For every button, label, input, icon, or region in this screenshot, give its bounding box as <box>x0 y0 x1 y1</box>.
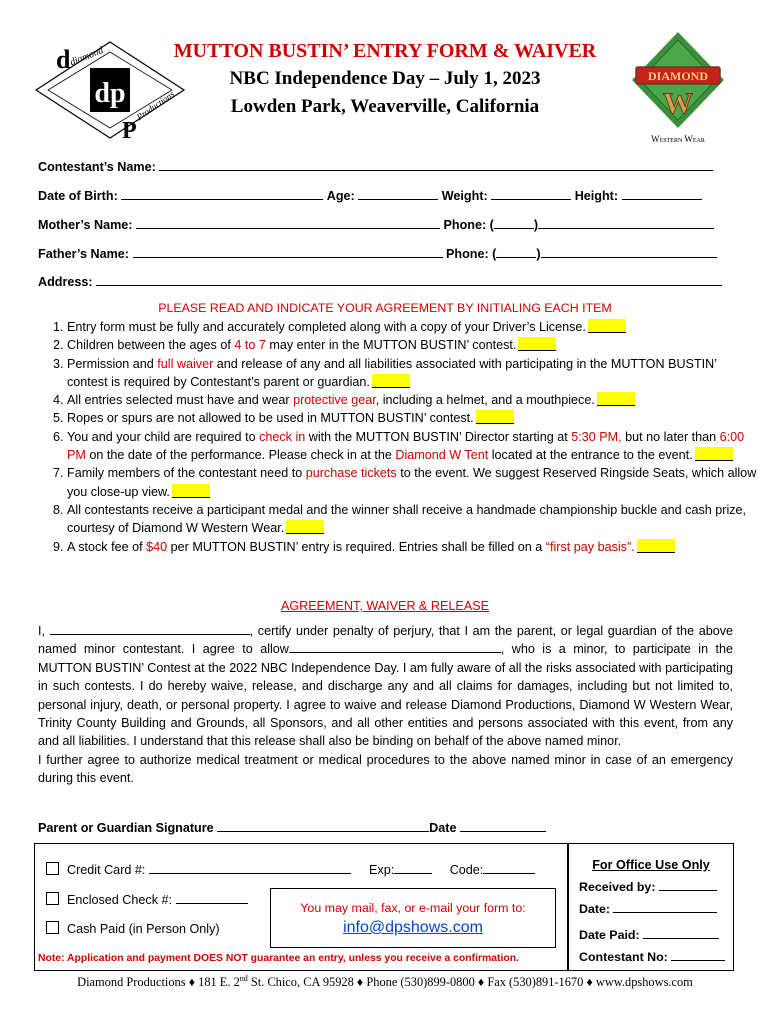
mother-phone-label: Phone: ( <box>443 218 494 232</box>
logo-caption: Western Wear <box>651 134 705 144</box>
initial-box[interactable] <box>518 337 556 351</box>
initial-box[interactable] <box>372 374 410 388</box>
check-checkbox[interactable] <box>46 892 59 905</box>
address-field[interactable] <box>96 273 722 286</box>
mother-phone-field[interactable] <box>538 216 714 229</box>
age-field[interactable] <box>358 187 438 200</box>
check-row <box>46 891 248 907</box>
cash-checkbox[interactable] <box>46 921 59 934</box>
date-paid-field[interactable] <box>643 926 719 939</box>
medical-consent: I further agree to authorize medical treatment or medical procedures to the above named minor in case of an emergency during this event. <box>38 752 733 786</box>
logo-diamond-word: DIAMOND <box>648 69 708 83</box>
initial-box[interactable] <box>637 539 675 553</box>
code-field[interactable] <box>483 861 535 874</box>
logo-arc-bottom: Productions <box>134 88 177 123</box>
rule-item: 7. Family members of the contestant need to purchase tickets to the event. We suggest Reserved Ringside Seats, which allow you close-up view. <box>67 464 759 501</box>
payment-note: Note: Application and payment DOES NOT guarantee an entry, unless you receive a confirmation. <box>38 953 519 964</box>
dob-field[interactable] <box>121 187 323 200</box>
signature-field[interactable] <box>217 819 429 832</box>
father-area-code-field[interactable] <box>496 245 536 258</box>
check-number-field[interactable] <box>176 891 248 904</box>
contestant-no-row: Contestant No: <box>579 948 733 964</box>
initial-box[interactable] <box>286 520 324 534</box>
email-link[interactable]: info@dpshows.com <box>343 919 483 936</box>
check-label: Enclosed Check #: <box>67 893 173 907</box>
credit-card-row <box>46 861 351 877</box>
rules-list <box>38 318 759 556</box>
father-name-field[interactable] <box>133 245 443 258</box>
mail-instructions: You may mail, fax, or e-mail your form to: <box>300 901 526 915</box>
height-field[interactable] <box>622 187 702 200</box>
credit-card-field[interactable] <box>149 861 351 874</box>
mother-label: Mother’s Name: <box>38 218 133 232</box>
mail-info-box <box>270 888 556 948</box>
contestant-name-row <box>38 158 713 174</box>
initial-notice: PLEASE READ AND INDICATE YOUR AGREEMENT BY INITIALING EACH ITEM <box>158 301 612 315</box>
contestant-name-field[interactable] <box>159 158 713 171</box>
mother-name-field[interactable] <box>136 216 440 229</box>
svg-text:P: P <box>122 118 137 142</box>
contestant-name-label: Contestant’s Name: <box>38 160 156 174</box>
rule-item: 9. A stock fee of $40 per MUTTON BUSTIN’ entry is required. Entries shall be filled on a “first pay basis”. <box>67 538 759 556</box>
svg-text:d: d <box>56 45 71 74</box>
mother-phone-close: ) <box>533 218 539 232</box>
initial-box[interactable] <box>172 484 210 498</box>
height-label: Height: <box>574 189 619 203</box>
father-phone-label: Phone: ( <box>446 247 497 261</box>
dob-row <box>38 187 702 203</box>
date-paid-row: Date Paid: <box>579 926 733 942</box>
address-label: Address: <box>38 275 93 289</box>
office-date-field[interactable] <box>613 900 717 913</box>
rule-item: 2. Children between the ages of 4 to 7 may enter in the MUTTON BUSTIN’ contest. <box>67 336 759 354</box>
received-row: Received by: <box>579 878 733 894</box>
credit-card-label: Credit Card #: <box>67 863 146 877</box>
credit-card-checkbox[interactable] <box>46 862 59 875</box>
logo-arc-top: diamond <box>68 44 106 69</box>
age-label: Age: <box>326 189 355 203</box>
signature-row <box>38 819 546 835</box>
minor-name-field[interactable] <box>289 640 501 653</box>
weight-field[interactable] <box>491 187 571 200</box>
rule-item: 5. Ropes or spurs are not allowed to be used in MUTTON BUSTIN’ contest. <box>67 409 759 427</box>
office-title: For Office Use Only <box>592 858 710 872</box>
cash-label: Cash Paid (in Person Only) <box>67 922 220 936</box>
signature-label: Parent or Guardian Signature <box>38 821 214 835</box>
logo-w-letter: W <box>663 87 693 120</box>
signature-date-field[interactable] <box>460 819 546 832</box>
form-title: MUTTON BUSTIN’ ENTRY FORM & WAIVER <box>173 40 597 62</box>
address-row <box>38 273 722 289</box>
logo-dp-letters: dp <box>94 78 126 109</box>
rule-item: 6. You and your child are required to check in with the MUTTON BUSTIN’ Director starting at 5:30 PM, but no later than 6:00 PM on the date of the performance. Please check in at the Diamond W Tent located at the entrance to the event. <box>67 428 759 465</box>
father-phone-close: ) <box>536 247 541 261</box>
office-date-row: Date: <box>579 900 733 916</box>
rule-item: 4. All entries selected must have and wear protective gear, including a helmet, and a mouthpiece. <box>67 391 759 409</box>
rule-item: 1. Entry form must be fully and accurately completed along with a copy of your Driver’s License. <box>67 318 759 336</box>
initial-box[interactable] <box>597 392 635 406</box>
rule-item: 3. Permission and full waiver and release of any and all liabilities associated with participating in the MUTTON BUSTIN’ contest is required by Contestant’s parent or guardian. <box>67 355 759 392</box>
weight-label: Weight: <box>441 189 488 203</box>
received-field[interactable] <box>659 878 717 891</box>
father-row <box>38 245 717 261</box>
mother-area-code-field[interactable] <box>494 216 534 229</box>
initial-box[interactable] <box>695 447 733 461</box>
initial-box[interactable] <box>476 410 514 424</box>
mother-row <box>38 216 714 232</box>
exp-row <box>369 861 535 877</box>
guardian-name-field[interactable] <box>50 622 250 635</box>
exp-field[interactable] <box>394 861 432 874</box>
rule-item: 8. All contestants receive a participant medal and the winner shall receive a handmade championship buckle and cash prize, courtesy of Diamond W Western Wear. <box>67 501 759 538</box>
footer: Diamond Productions ♦ 181 E. 2nd St. Chico, CA 95928 ♦ Phone (530)899-0800 ♦ Fax (530)891-1670 ♦ www.dpshows.com <box>77 974 693 990</box>
initial-box[interactable] <box>588 319 626 333</box>
agreement-text: I, , certify under penalty of perjury, that I am the parent, or legal guardian of the above named minor contestant. I agree to allow , who is a minor, to participate in the MUTTON BUSTIN’ Contest at the 2022 NBC Independence Day. I am fully aware of all the risks associated with participating in such contests. I do hereby waive, release, and discharge any and all claims for damages, including but not limited to, personal injury, death, or personal property. I agree to waive and release Diamond Productions, Diamond W Western Wear, Trinity County Building and Grounds, all Sponsors, and all other entities and persons associated with this event, from any and all liabilities. I understand that this release shall also be binding on behalf of the above named minor. I further agree to authorize medical treatment or medical procedures to the above named minor in case of an emergency during this event. <box>38 622 733 788</box>
father-label: Father’s Name: <box>38 247 129 261</box>
cash-row <box>46 921 220 936</box>
website-link[interactable]: www.dpshows.com <box>595 975 693 990</box>
agreement-title: AGREEMENT, WAIVER & RELEASE <box>280 599 490 613</box>
father-phone-field[interactable] <box>541 245 717 258</box>
dob-label: Date of Birth: <box>38 189 118 203</box>
event-name: NBC Independence Day – July 1, 2023 <box>229 68 541 89</box>
signature-date-label: Date <box>429 821 457 835</box>
event-location: Lowden Park, Weaverville, California <box>230 96 540 117</box>
exp-label: Exp: <box>369 863 395 877</box>
code-label: Code: <box>449 863 484 877</box>
contestant-no-field[interactable] <box>671 948 725 961</box>
office-use-box <box>568 843 734 971</box>
